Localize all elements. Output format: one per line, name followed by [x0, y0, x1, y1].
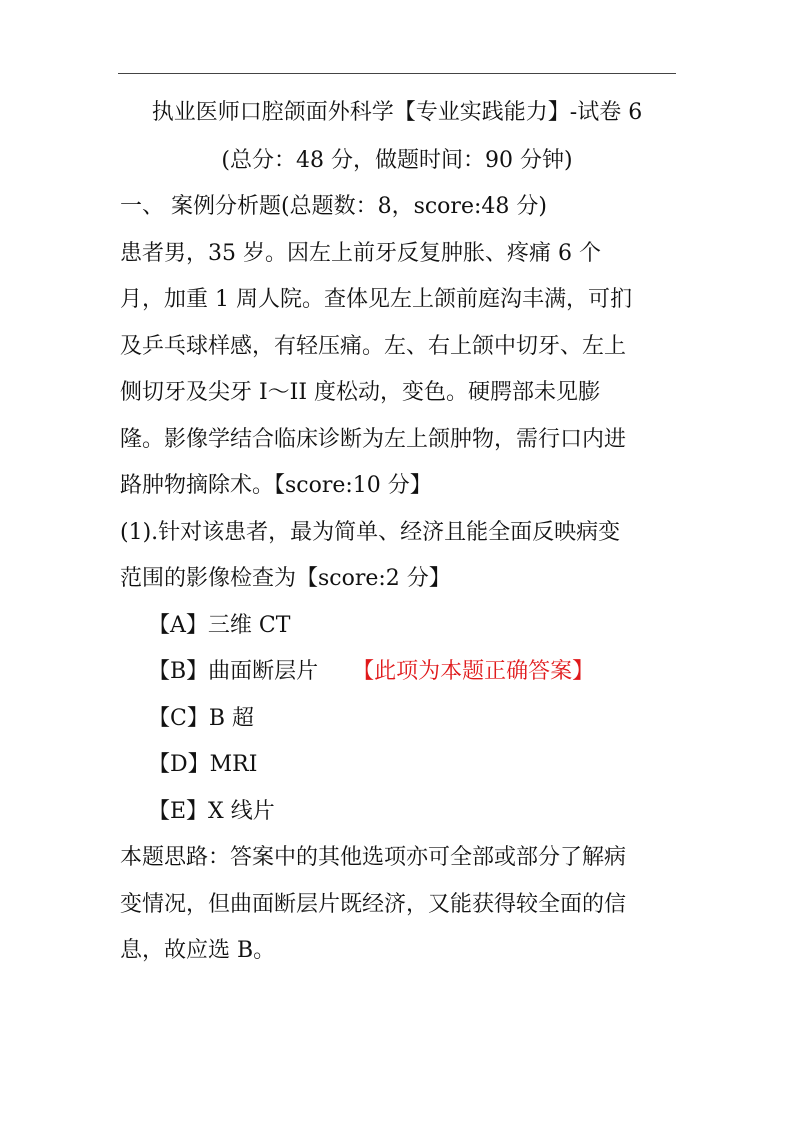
- section-heading: 一、 案例分析题(总题数：8，score:48 分): [120, 194, 547, 219]
- top-rule: [118, 73, 676, 74]
- option-e: 【E】X 线片: [148, 799, 275, 824]
- option-d: 【D】MRI: [148, 752, 258, 777]
- question-line: (1).针对该患者，最为简单、经济且能全面反映病变: [120, 520, 621, 545]
- document-title: 执业医师口腔颌面外科学【专业实践能力】-试卷 6: [151, 100, 643, 125]
- case-line: 侧切牙及尖牙 I～II 度松动，变色。硬腭部未见膨: [120, 380, 601, 405]
- explanation-line: 息，故应选 B。: [120, 938, 276, 963]
- case-line: 路肿物摘除术。【score:10 分】: [120, 473, 432, 498]
- explanation-line: 本题思路：答案中的其他选项亦可全部或部分了解病: [120, 845, 627, 870]
- case-line: 月，加重 1 周人院。查体见左上颌前庭沟丰满，可扪: [120, 287, 632, 312]
- explanation-line: 变情况，但曲面断层片既经济，又能获得较全面的信: [120, 892, 627, 917]
- option-b: 【B】曲面断层片: [148, 659, 319, 684]
- correct-answer-marker: 【此项为本题正确答案】: [352, 659, 595, 684]
- document-subtitle: (总分：48 分，做题时间：90 分钟): [221, 148, 573, 173]
- case-line: 隆。影像学结合临床诊断为左上颌肿物，需行口内进: [120, 427, 627, 452]
- option-b-row: [148, 659, 594, 685]
- case-line: 及乒乓球样感，有轻压痛。左、右上颌中切牙、左上: [120, 334, 627, 359]
- option-c: 【C】B 超: [148, 706, 254, 731]
- question-line: 范围的影像检查为【score:2 分】: [120, 566, 451, 591]
- option-a: 【A】三维 CT: [148, 613, 291, 638]
- case-line: 患者男，35 岁。因左上前牙反复肿胀、疼痛 6 个: [120, 241, 601, 266]
